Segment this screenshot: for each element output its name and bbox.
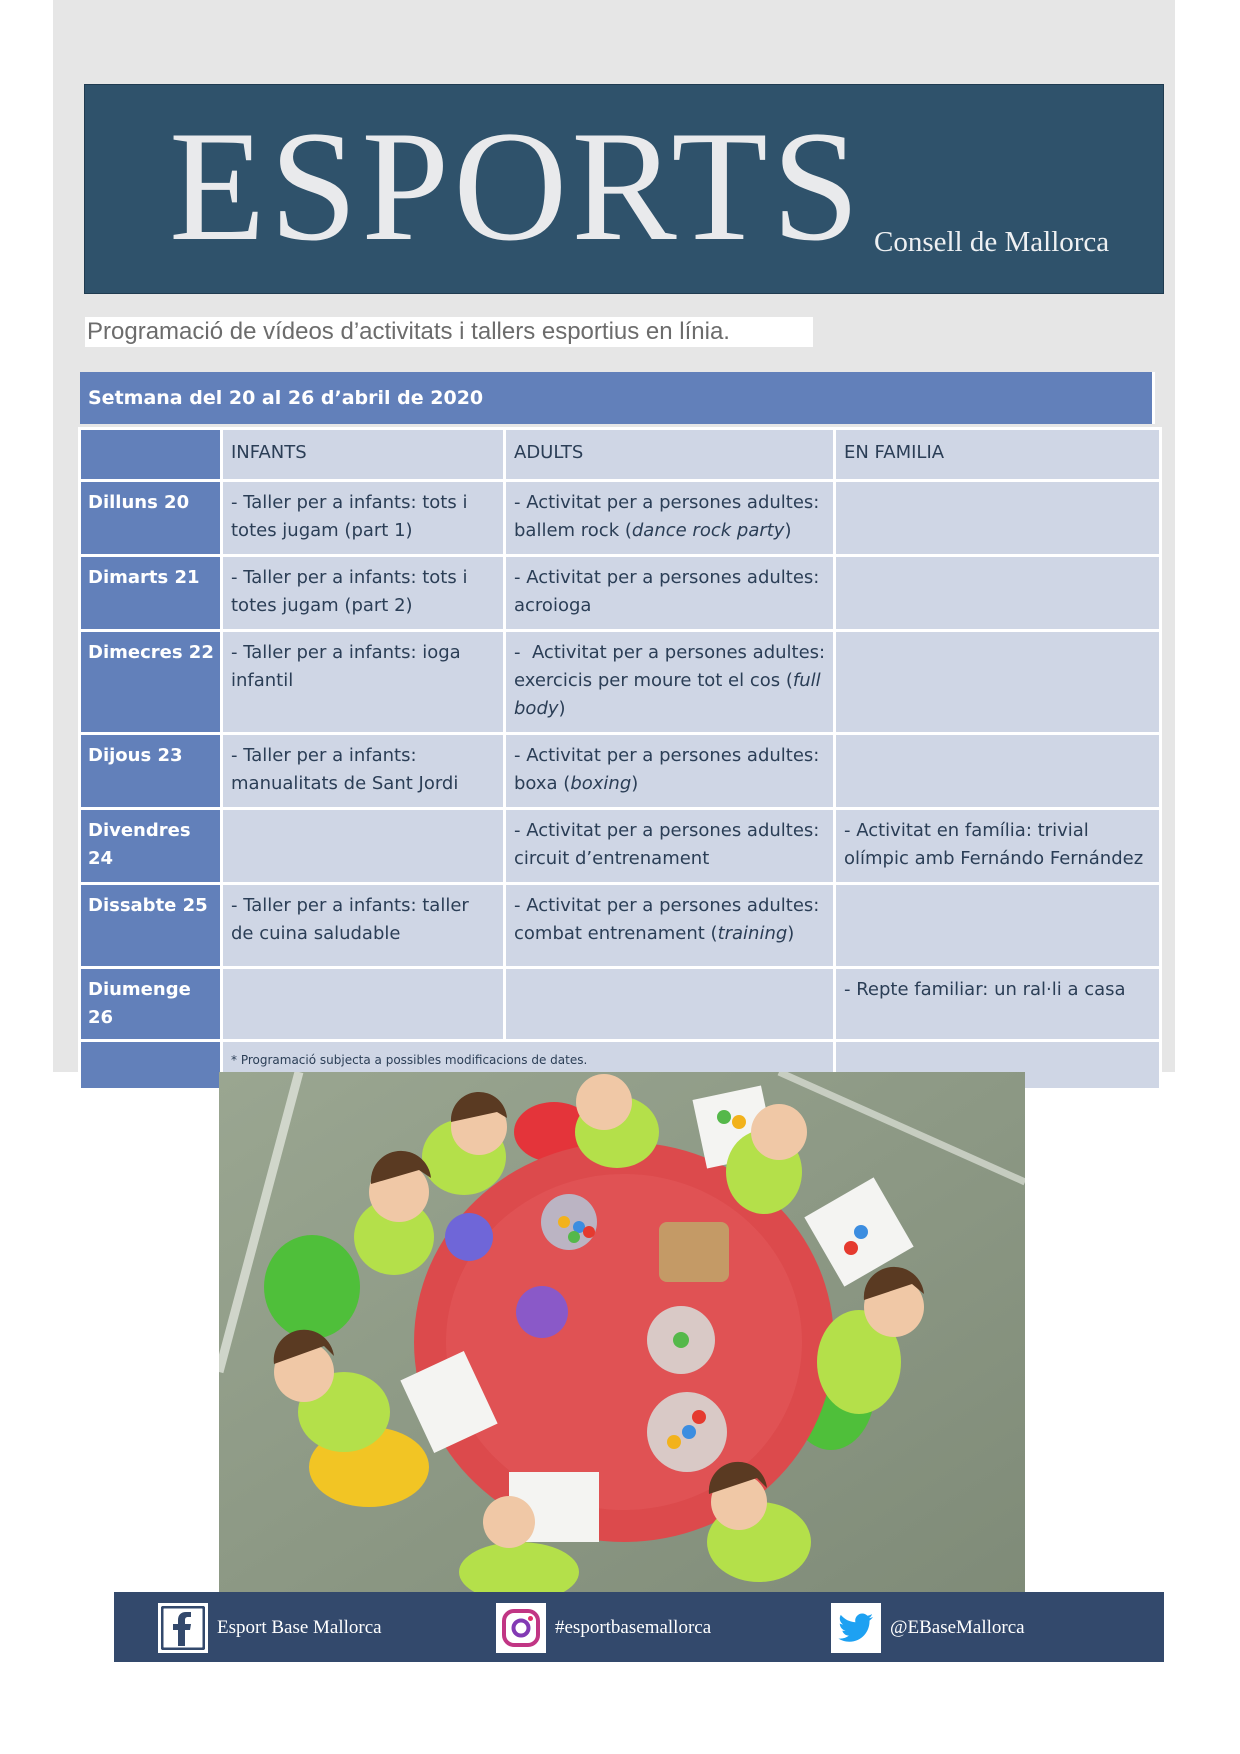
- day-cell: Dimarts 21: [80, 556, 222, 631]
- twitter-label: @EBaseMallorca: [890, 1617, 1025, 1638]
- organization-name: Consell de Mallorca: [874, 226, 1110, 258]
- table-row: [80, 968, 1161, 1041]
- italic-term: boxing: [570, 773, 632, 794]
- adults-cell: - Activitat per a persones adultes: combat entrenament (training): [505, 884, 835, 968]
- table-row: [80, 884, 1161, 968]
- header-empty-cell: [80, 429, 222, 481]
- day-cell: Diumenge 26: [80, 968, 222, 1041]
- italic-term: training: [717, 923, 788, 944]
- day-cell: Divendres 24: [80, 809, 222, 884]
- adults-cell: - Activitat per a persones adultes: circuit d’entrenament: [505, 809, 835, 884]
- schedule-table: [78, 427, 1162, 1091]
- week-header: Setmana del 20 al 26 d’abril de 2020: [80, 372, 1155, 424]
- adults-cell: - Activitat per a persones adultes: acroioga: [505, 556, 835, 631]
- adults-cell: - Activitat per a persones adultes: exercicis per moure tot el cos (full body): [505, 631, 835, 734]
- schedule-note: * Programació subjecta a possibles modificacions de dates.: [222, 1041, 835, 1090]
- facebook-icon: [158, 1603, 208, 1653]
- instagram-icon: [496, 1603, 546, 1653]
- twitter-icon: [831, 1603, 881, 1653]
- familia-cell: [835, 734, 1161, 809]
- familia-cell: [835, 884, 1161, 968]
- familia-cell: [835, 631, 1161, 734]
- instagram-label: #esportbasemallorca: [555, 1617, 712, 1638]
- note-empty-cell: [80, 1041, 222, 1090]
- header-banner: [84, 84, 1164, 294]
- adults-cell: - Activitat per a persones adultes: ballem rock (dance rock party): [505, 481, 835, 556]
- table-row: [80, 809, 1161, 884]
- day-cell: Dilluns 20: [80, 481, 222, 556]
- table-row: [80, 481, 1161, 556]
- children-round-table-photo: [219, 1072, 1025, 1592]
- infants-cell: [222, 809, 505, 884]
- twitter-link[interactable]: [831, 1603, 1025, 1653]
- infants-cell: - Taller per a infants: manualitats de Sant Jordi: [222, 734, 505, 809]
- photo-illustration: [219, 1072, 1025, 1592]
- familia-cell: - Activitat en família: trivial olímpic amb Fernándo Fernández: [835, 809, 1161, 884]
- infants-cell: - Taller per a infants: ioga infantil: [222, 631, 505, 734]
- day-cell: Dissabte 25: [80, 884, 222, 968]
- social-footer: [114, 1592, 1164, 1662]
- adults-cell: - Activitat per a persones adultes: boxa (boxing): [505, 734, 835, 809]
- familia-cell: - Repte familiar: un ral·li a casa: [835, 968, 1161, 1041]
- table-row: [80, 556, 1161, 631]
- page-title: ESPORTS: [169, 99, 864, 274]
- italic-term: dance rock party: [631, 520, 785, 541]
- table-header-row: [80, 429, 1161, 481]
- infants-cell: [222, 968, 505, 1041]
- page-subtitle: Programació de vídeos d’activitats i tallers esportius en línia.: [85, 317, 813, 347]
- day-cell: Dimecres 22: [80, 631, 222, 734]
- facebook-link[interactable]: [158, 1603, 382, 1653]
- table-row: [80, 631, 1161, 734]
- familia-cell: [835, 481, 1161, 556]
- adults-cell: [505, 968, 835, 1041]
- column-header-familia: EN FAMILIA: [835, 429, 1161, 481]
- day-cell: Dijous 23: [80, 734, 222, 809]
- italic-term: full body: [514, 670, 821, 719]
- infants-cell: - Taller per a infants: tots i totes jugam (part 2): [222, 556, 505, 631]
- infants-cell: - Taller per a infants: taller de cuina saludable: [222, 884, 505, 968]
- infants-cell: - Taller per a infants: tots i totes jugam (part 1): [222, 481, 505, 556]
- column-header-infants: INFANTS: [222, 429, 505, 481]
- instagram-link[interactable]: [496, 1603, 711, 1653]
- familia-cell: [835, 556, 1161, 631]
- column-header-adults: ADULTS: [505, 429, 835, 481]
- table-row: [80, 734, 1161, 809]
- facebook-label: Esport Base Mallorca: [217, 1617, 382, 1638]
